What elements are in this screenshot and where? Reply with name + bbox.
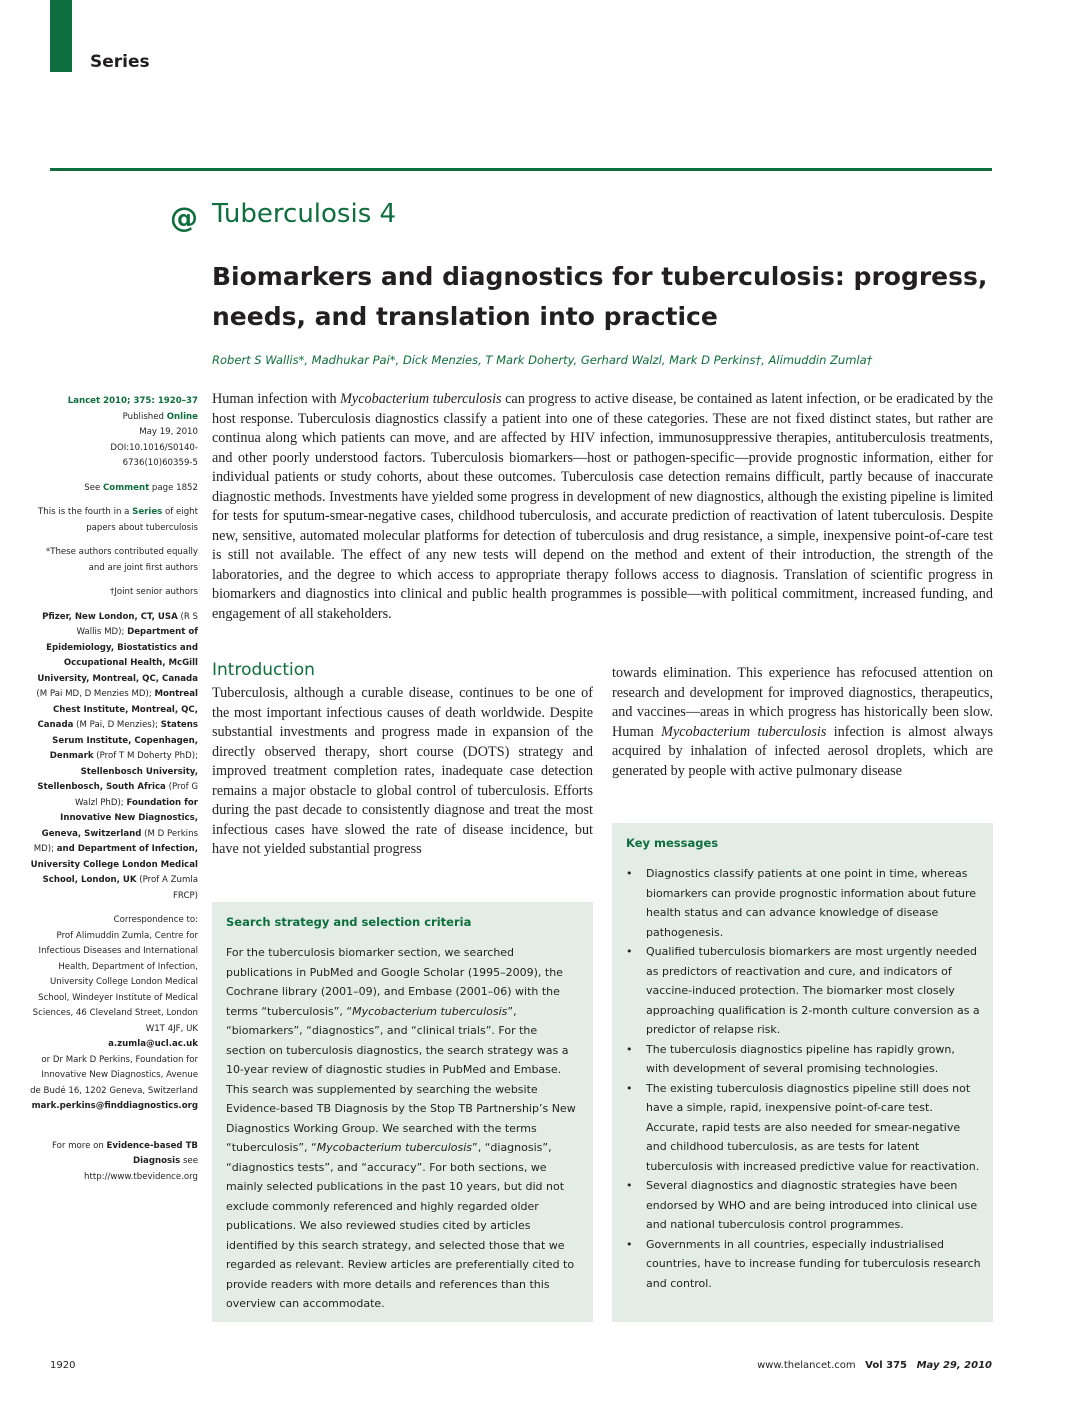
- correspondence: Correspondence to: Prof Alimuddin Zumla, Centre for Infectious Diseases and International Health, Department of Infection, University College London Medical School, Windeyer Institute of Medical Sciences, 46 Cleveland Street, London W1T 4JF, UK a.zumla@ucl.ac.uk or Dr Mark D Perkins, Foundation for Innovative New Diagnostics, Avenue de Budé 16, 1202 Geneva, Switzerland mark.perkins@finddiagnostics.org: [30, 913, 198, 1115]
- list-item: • Qualified tuberculosis biomarkers are most urgently needed as predictors of reactivation and cure, and indicators of vaccine-induced protection. The biomarker most closely approaching qualification is 2-month culture conversion as a predictor of relapse risk.: [626, 942, 981, 1040]
- affiliations: Pfizer, New London, CT, USA (R S Wallis MD); Department of Epidemiology, Biostatistics and Occupational Health, McGill University, Montreal, QC, Canada (M Pai MD, D Menzies MD); Montreal Chest Institute, Montreal, QC, Canada (M Pai, D Menzies); Statens Serum Institute, Copenhagen, Denmark (Prof T M Doherty PhD); Stellenbosch University, Stellenbosch, South Africa (Prof G Walzl PhD); Foundation for Innovative New Diagnostics, Geneva, Switzerland (M D Perkins MD); and Department of Infection, University College London Medical School, London, UK (Prof A Zumla FRCP): [30, 611, 198, 901]
- email-link-zumla[interactable]: a.zumla@ucl.ac.uk: [108, 1039, 198, 1049]
- doi-line-2: 6736(10)60359-5: [122, 458, 198, 468]
- author-list: Robert S Wallis*, Madhukar Pai*, Dick Menzies, T Mark Doherty, Gerhard Walzl, Mark D Perkins†, Alimuddin Zumla†: [212, 353, 873, 367]
- bullet-icon: •: [626, 1237, 633, 1251]
- website-link[interactable]: www.thelancet.com: [757, 1360, 856, 1371]
- header-rule: [50, 168, 992, 171]
- issue-date: May 29, 2010: [916, 1360, 992, 1371]
- evidence-link[interactable]: Evidence-based TB Diagnosis: [106, 1140, 198, 1166]
- bullet-icon: •: [626, 867, 633, 880]
- email-link-perkins[interactable]: mark.perkins@finddiagnostics.org: [31, 1101, 198, 1111]
- key-messages-title: Key messages: [626, 836, 719, 850]
- bullet-icon: •: [626, 1081, 633, 1095]
- online-link[interactable]: Online: [166, 411, 198, 422]
- key-messages-list: [626, 864, 981, 1293]
- bullet-icon: •: [626, 1042, 633, 1056]
- footer-journal-info: [700, 1360, 992, 1371]
- bullet-icon: •: [626, 1179, 633, 1192]
- published-line: Published Online: [122, 411, 198, 422]
- body-column-2: towards elimination. This experience has refocused attention on research and development for improved diagnostics, therapeutics, and vaccines—areas in which progress has historically been slow. Human Mycobacterium tuberculosis infection is almost always acquired by inhalation of infected aerosol droplets, which are generated by people with active pulmonary disease: [612, 665, 993, 779]
- series-note: This is the fourth in a Series of eight papers about tuberculosis: [38, 507, 198, 533]
- list-item: • Diagnostics classify patients at one point in time, whereas biomarkers can provide prognostic information about future health status and can advance knowledge of disease pathogenesis.: [626, 864, 981, 942]
- list-item: • The existing tuberculosis diagnostics pipeline still does not have a simple, rapid, inexpensive point-of-care test. Accurate, rapid tests are also needed for smear-negative and childhood tuberculosis, as are tests for latent tuberculosis with increased predictive value for reactivation.: [626, 1079, 981, 1177]
- introduction-heading: Introduction: [212, 660, 315, 680]
- doi-line-1: DOI:10.1016/S0140-: [110, 442, 198, 453]
- online-first-icon: @: [170, 201, 198, 234]
- joint-senior-note: †Joint senior authors: [110, 587, 198, 597]
- joint-first-note: *These authors contributed equally and are joint first authors: [45, 547, 198, 573]
- section-label: Series: [90, 52, 150, 72]
- list-item: • The tuberculosis diagnostics pipeline has rapidly grown, with development of several promising technologies.: [626, 1040, 981, 1079]
- article-title: Biomarkers and diagnostics for tuberculosis: progress, needs, and translation into practice: [212, 262, 988, 331]
- series-color-bar: [50, 0, 72, 72]
- comment-link[interactable]: Comment: [103, 482, 150, 493]
- volume: Vol 375: [865, 1360, 908, 1371]
- body-column-1: Tuberculosis, although a curable disease, continues to be one of the most important infectious causes of death worldwide. Despite substantial investments and progress made in expansion of the directly observed therapy, short course (DOTS) strategy and improved treatment completion rates, inadequate case detection remains a major obstacle to global control of tuberculosis. Efforts during the past decade to consistently diagnose and treat the most infectious cases have slowed the rate of disease incidence, but have not yielded substantial progress: [212, 685, 593, 857]
- published-date: May 19, 2010: [139, 427, 198, 437]
- citation: Lancet 2010; 375: 1920–37: [67, 396, 198, 406]
- see-comment: See Comment page 1852: [84, 482, 198, 493]
- citation-block: [30, 394, 198, 472]
- abstract: Human infection with Mycobacterium tuberculosis can progress to active disease, be contained as latent infection, or be eradicated by the host response. Tuberculosis diagnostics classify a patient into one of these categories. These are not fixed distinct states, but rather are continua along which patients can move, and are affected by HIV infection, immunosuppressive therapies, antituberculosis treatments, and other poorly understood factors. Tuberculosis biomarkers—host or pathogen-specific—provide prognostic information, either for individual patients or study cohorts, about these outcomes. Tuberculosis case detection remains difficult, partly because of inaccurate diagnostic methods. Investments have yielded some progress in development of new diagnostics, although the existing pipeline is limited for tests for sputum-smear-negative cases, childhood tuberculosis, and accurate prediction of reactivation of latent tuberculosis. Despite new, sensitive, automated molecular platforms for detection of tuberculosis and drug resistance, a simple, inexpensive point-of-care test is still not available. The effect of any new tests will depend on the method and extent of their introduction, the strength of the laboratories, and the degree to which access to appropriate therapy follows access to diagnosis. Translation of scientific progress in biomarkers and diagnostics into clinical and public health programmes is possible—with political commitment, increased funding, and engagement of all stakeholders.: [212, 391, 993, 622]
- series-link[interactable]: Series: [132, 507, 163, 517]
- page-number: 1920: [50, 1360, 76, 1371]
- more-info-note: For more on Evidence-based TB Diagnosis see http://www.tbevidence.org: [51, 1140, 198, 1182]
- list-item: • Several diagnostics and diagnostic strategies have been endorsed by WHO and are being introduced into clinical use and national tuberculosis control programmes.: [626, 1176, 981, 1235]
- series-title: Tuberculosis 4: [212, 199, 397, 229]
- list-item: • Governments in all countries, especially industrialised countries, have to increase funding for tuberculosis research and control.: [626, 1235, 981, 1294]
- bullet-icon: •: [626, 945, 633, 958]
- margin-notes: [30, 394, 198, 1194]
- search-strategy-text: For the tuberculosis biomarker section, we searched publications in PubMed and Google Scholar (1995–2009), the Cochrane library (2001–09), and Embase (2001–06) with the terms “tuberculosis”, “Mycobacterium tuberculosis”, “biomarkers”, “diagnostics”, and “clinical trials”. For the section on tuberculosis diagnostics, the search strategy was a 10-year review of diagnostic studies in PubMed and Embase. This search was supplemented by searching the website Evidence-based TB Diagnosis by the Stop TB Partnership’s New Diagnostics Working Group. We searched with the terms “tuberculosis”, “Mycobacterium tuberculosis”, “diagnosis”, “diagnostics tests”, and “accuracy”. For both sections, we mainly selected publications in the past 10 years, but did not exclude commonly referenced and highly regarded older publications. We also reviewed studies cited by articles identified by this search strategy, and selected those that we regarded as relevant. Review articles are preferentially cited to provide readers with more details and references than this overview can accommodate.: [226, 946, 576, 1310]
- search-strategy-title: Search strategy and selection criteria: [226, 915, 472, 929]
